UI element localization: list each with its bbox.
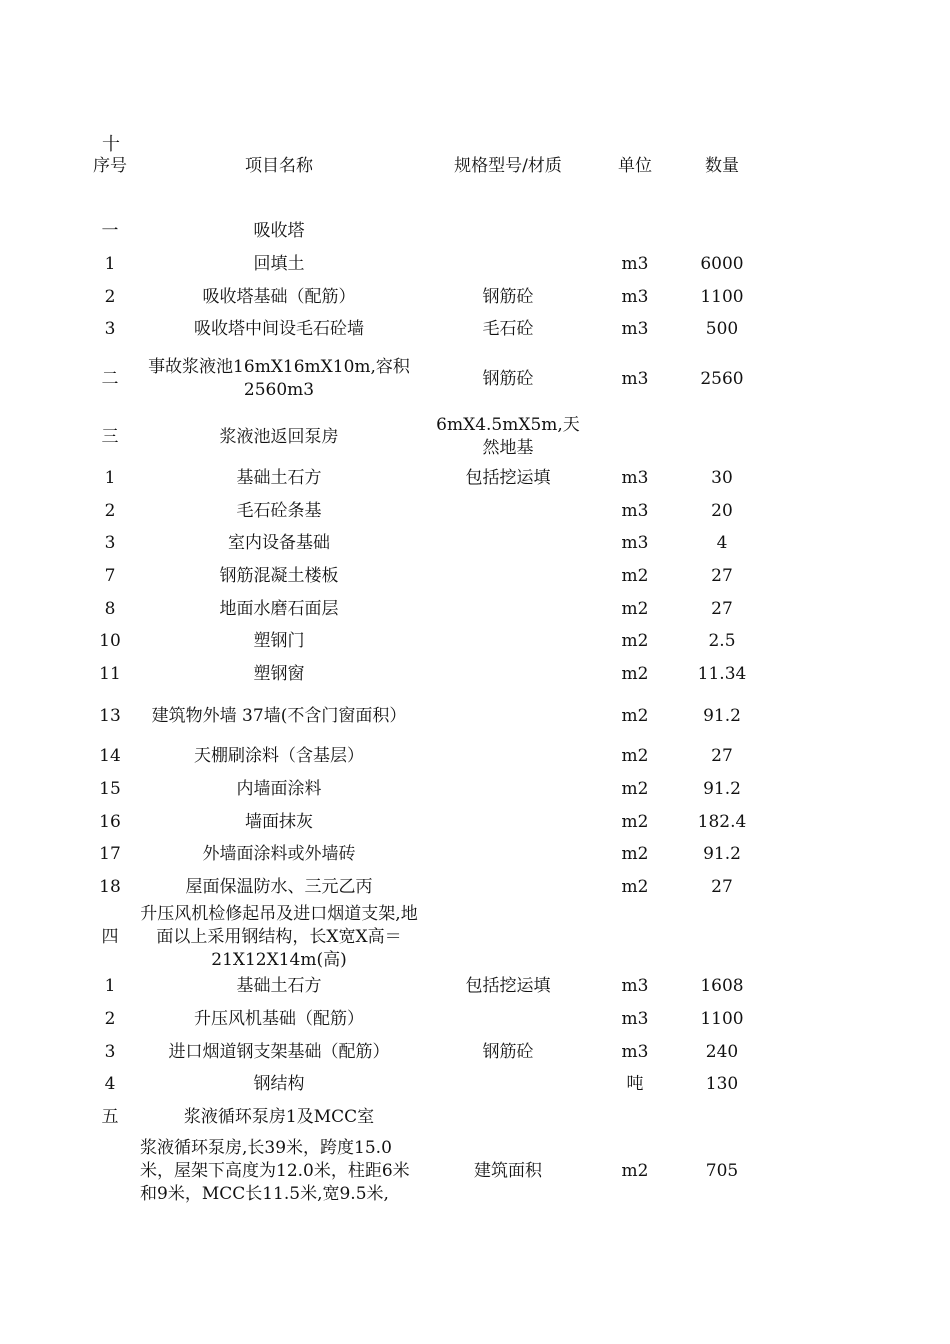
row-name: 墙面抹灰: [245, 811, 313, 832]
row-name: 建筑物外墙 37墙(不含门窗面积）: [151, 705, 407, 726]
table-row: [0, 563, 950, 589]
table-row: [0, 776, 950, 802]
row-unit: m2: [621, 1160, 649, 1181]
row-unit: m2: [621, 778, 649, 799]
row-spec: [428, 251, 588, 277]
row-unit: 吨: [626, 1073, 644, 1094]
row-spec: [428, 530, 588, 556]
table-row: [0, 1006, 950, 1032]
row-name: 内墙面涂料: [236, 778, 322, 799]
row-qty: 1100: [700, 1008, 744, 1029]
row-unit: m3: [621, 318, 649, 339]
row-no: [82, 1133, 138, 1209]
row-qty: 6000: [700, 253, 744, 274]
row-name: 塑钢门: [253, 630, 305, 651]
table-row: [0, 218, 950, 244]
row-name: 室内设备基础: [228, 532, 330, 553]
row-spec: [428, 1104, 588, 1130]
row-spec: [428, 1006, 588, 1032]
row-qty: 1608: [700, 975, 744, 996]
row-no: 1: [104, 467, 116, 488]
row-qty: 27: [711, 745, 733, 766]
row-name: 吸收塔: [253, 220, 305, 241]
row-unit: m3: [621, 253, 649, 274]
row-spec: [428, 563, 588, 589]
row-qty: 2.5: [708, 630, 736, 651]
row-spec: [428, 874, 588, 900]
row-no: 11: [99, 663, 121, 684]
table-row: [0, 316, 950, 342]
row-qty: [680, 413, 764, 461]
row-no: 五: [101, 1106, 119, 1127]
row-no: 一: [101, 220, 119, 241]
row-name: 吸收塔中间设毛石砼墙: [194, 318, 364, 339]
table-row: [0, 413, 950, 461]
row-no: 16: [99, 811, 121, 832]
row-unit: m3: [621, 1041, 649, 1062]
row-qty: 11.34: [697, 663, 747, 684]
header-name: 项目名称: [245, 156, 313, 176]
row-name: 毛石砼条基: [236, 500, 322, 521]
row-no: 10: [99, 630, 121, 651]
row-name: 基础土石方: [236, 975, 322, 996]
row-qty: 130: [705, 1073, 739, 1094]
row-qty: 91.2: [703, 705, 741, 726]
table-row: [0, 743, 950, 769]
row-unit: m3: [621, 368, 649, 389]
row-spec: 钢筋砼: [482, 368, 534, 389]
table-row: [0, 1071, 950, 1097]
header-qty: 数量: [705, 156, 739, 176]
table-row: [0, 355, 950, 403]
row-unit: m3: [621, 500, 649, 521]
table-row: [0, 692, 950, 740]
row-qty: 1100: [700, 286, 744, 307]
row-qty: 4: [716, 532, 728, 553]
row-no: 1: [104, 975, 116, 996]
row-no: 3: [104, 532, 116, 553]
row-name: 钢结构: [253, 1073, 305, 1094]
row-no: 2: [104, 500, 116, 521]
table-row: [0, 902, 950, 972]
row-name: 钢筋混凝土楼板: [219, 565, 339, 586]
row-name: 屋面保温防水、三元乙丙: [185, 876, 373, 897]
table-row: [0, 973, 950, 999]
row-no: 4: [104, 1073, 116, 1094]
row-name: 回填土: [253, 253, 305, 274]
row-spec: [428, 628, 588, 654]
row-spec: [428, 743, 588, 769]
row-name: 天棚刷涂料（含基层）: [194, 745, 364, 766]
row-unit: m2: [621, 663, 649, 684]
row-qty: 27: [711, 565, 733, 586]
row-no: 3: [104, 318, 116, 339]
row-unit: m3: [621, 975, 649, 996]
row-qty: 20: [711, 500, 733, 521]
row-name: 升压风机基础（配筋）: [194, 1008, 364, 1029]
table-row: [0, 1104, 950, 1130]
row-spec: 钢筋砼: [482, 1041, 534, 1062]
row-no: 四: [101, 926, 119, 947]
row-spec: [428, 809, 588, 835]
table-row: [0, 498, 950, 524]
table-row: [0, 874, 950, 900]
row-qty: 2560: [700, 368, 744, 389]
table-row: [0, 530, 950, 556]
row-name: 升压风机检修起吊及进口烟道支架,地面以上采用钢结构，长X宽X高＝21X12X14m(高): [140, 903, 418, 970]
row-name: 浆液循环泵房1及MCC室: [183, 1106, 375, 1127]
row-unit: m2: [621, 811, 649, 832]
row-qty: [680, 1104, 764, 1130]
table-row: [0, 1133, 950, 1209]
row-unit: m3: [621, 1008, 649, 1029]
row-spec: [428, 498, 588, 524]
row-spec: [428, 1071, 588, 1097]
table-row: [0, 251, 950, 277]
row-spec: [428, 902, 588, 972]
row-no: 三: [101, 426, 119, 447]
row-no: 2: [104, 286, 116, 307]
row-unit: m3: [621, 467, 649, 488]
row-spec: 包括挖运填: [465, 467, 551, 488]
row-unit: m3: [621, 286, 649, 307]
row-spec: [428, 776, 588, 802]
row-no: 7: [104, 565, 116, 586]
row-spec: [428, 218, 588, 244]
row-name: 进口烟道钢支架基础（配筋）: [168, 1041, 390, 1062]
row-unit: m2: [621, 705, 649, 726]
row-qty: [680, 218, 764, 244]
row-name: 事故浆液池16mX16mX10m,容积2560m3: [148, 357, 410, 400]
row-spec: [428, 596, 588, 622]
table-row: [0, 1039, 950, 1065]
row-spec: 毛石砼: [482, 318, 534, 339]
row-no: 14: [99, 745, 121, 766]
row-spec: [428, 841, 588, 867]
table-row: [0, 284, 950, 310]
row-unit: m2: [621, 876, 649, 897]
row-unit: m2: [621, 745, 649, 766]
row-qty: 182.4: [697, 811, 747, 832]
row-qty: 240: [705, 1041, 739, 1062]
row-name: 塑钢窗: [253, 663, 305, 684]
row-qty: 500: [705, 318, 739, 339]
table-row: [0, 661, 950, 687]
row-name: 地面水磨石面层: [219, 598, 339, 619]
row-name: 外墙面涂料或外墙砖: [202, 843, 356, 864]
row-spec: 6mX4.5mX5m,天然地基: [436, 415, 580, 458]
row-no: 3: [104, 1041, 116, 1062]
row-unit: [605, 902, 665, 972]
row-qty: [680, 902, 764, 972]
row-no: 1: [104, 253, 116, 274]
table-row: [0, 841, 950, 867]
row-unit: m2: [621, 565, 649, 586]
row-no: 8: [104, 598, 116, 619]
row-name: 浆液循环泵房,长39米，跨度15.0米，屋架下高度为12.0米，柱距6米和9米，MCC长11.5米,宽9.5米,: [140, 1137, 410, 1204]
row-qty: 91.2: [703, 778, 741, 799]
row-unit: [605, 413, 665, 461]
row-no: 15: [99, 778, 121, 799]
row-spec: 包括挖运填: [465, 975, 551, 996]
table-row: [0, 596, 950, 622]
row-unit: m2: [621, 630, 649, 651]
row-qty: 91.2: [703, 843, 741, 864]
row-no: 18: [99, 876, 121, 897]
table-row: [0, 465, 950, 491]
row-unit: [605, 218, 665, 244]
row-unit: m3: [621, 532, 649, 553]
row-no: 2: [104, 1008, 116, 1029]
row-no: 17: [99, 843, 121, 864]
header-spec: 规格型号/材质: [454, 156, 562, 176]
row-unit: m2: [621, 843, 649, 864]
row-no: 二: [101, 368, 119, 389]
row-spec: 钢筋砼: [482, 286, 534, 307]
plus-mark: 十: [102, 134, 120, 155]
row-qty: 705: [705, 1160, 739, 1181]
table-row: [0, 809, 950, 835]
row-qty: 30: [711, 467, 733, 488]
row-qty: 27: [711, 598, 733, 619]
header-no: 序号: [93, 156, 127, 176]
row-unit: m2: [621, 598, 649, 619]
row-name: 浆液池返回泵房: [219, 426, 339, 447]
row-unit: [605, 1104, 665, 1130]
header-unit: 单位: [618, 156, 652, 176]
row-name: 基础土石方: [236, 467, 322, 488]
table-row: [0, 628, 950, 654]
row-no: 13: [99, 705, 121, 726]
row-spec: [428, 661, 588, 687]
row-spec: 建筑面积: [474, 1160, 542, 1181]
row-qty: 27: [711, 876, 733, 897]
row-name: 吸收塔基础（配筋）: [202, 286, 356, 307]
row-spec: [428, 692, 588, 740]
